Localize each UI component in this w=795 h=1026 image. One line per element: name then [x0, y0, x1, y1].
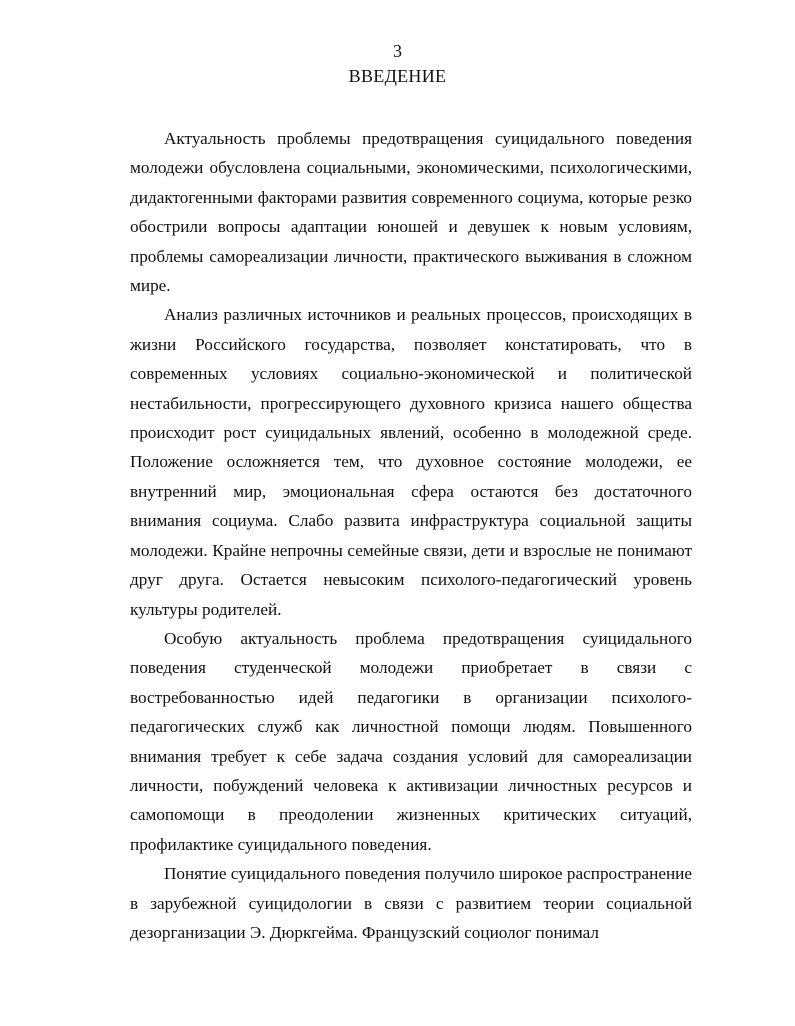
page-number: 3	[393, 41, 402, 61]
paragraph-concept: Понятие суицидального поведения получило широкое распространение в зарубежной суицидологии в связи с развитием теории социальной дезорганизации Э. Дюркгейма. Французский социолог понимал	[130, 864, 692, 942]
body-text	[130, 124, 692, 947]
paragraph-analysis: Анализ различных источников и реальных процессов, происходящих в жизни Российского государства, позволяет констатировать, что в современных условиях социально-экономической и политической нестабильности, прогрессирующего духовного кризиса нашего общества происходит рост суицидальных явлений, особенно в молодежной среде. Положение осложняется тем, что духовное состояние молодежи, ее внутренний мир, эмоциональная сфера остаются без достаточного внимания социума. Слабо развита инфраструктура социальной защиты молодежи. Крайне непрочны семейные связи, дети и взрослые не понимают друг друга. Остается невысоким психолого-педагогический уровень культуры родителей.	[130, 305, 692, 619]
paragraph-relevance: Актуальность проблемы предотвращения суицидального поведения молодежи обусловлена социальными, экономическими, психологическими, дидактогенными факторами развития современного социума, которые резко обострили вопросы адаптации юношей и девушек к новым условиям, проблемы самореализации личности, практического выживания в сложном мире.	[130, 129, 692, 296]
page-title: ВВЕДЕНИЕ	[348, 66, 447, 86]
paragraph-student-youth: Особую актуальность проблема предотвращения суицидального поведения студенческой молодежи приобретает в связи с востребованностью идей педагогики в организации психолого-педагогических служб как личностной помощи людям. Повышенного внимания требует к себе задача создания условий для самореализации личности, побуждений человека к активизации личностных ресурсов и самопомощи в преодолении жизненных критических ситуаций, профилактике суицидального поведения.	[130, 628, 692, 854]
